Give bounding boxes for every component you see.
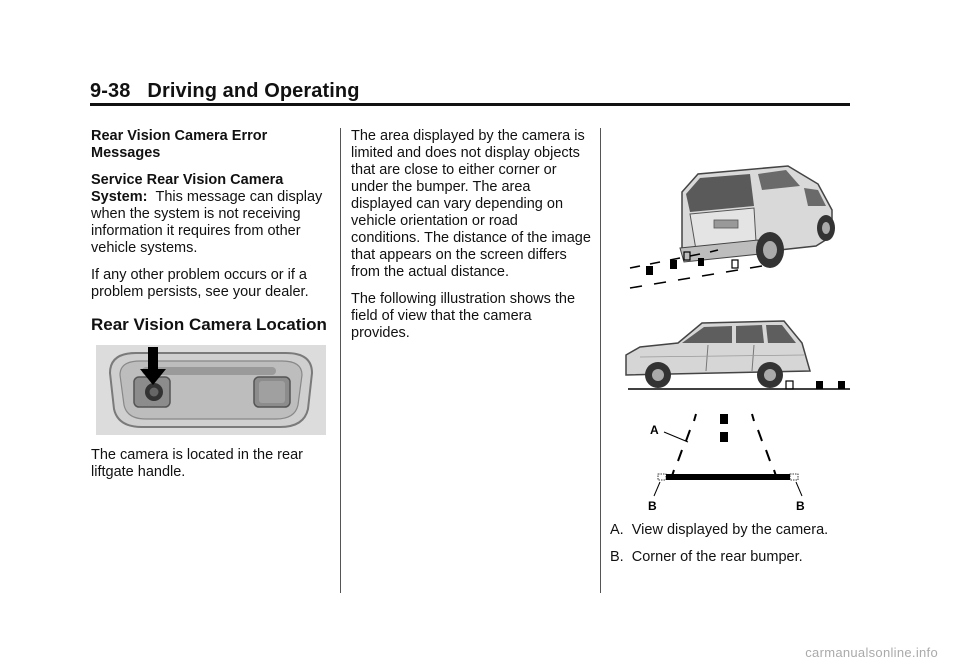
rear-view-vehicle-illustration xyxy=(620,150,850,295)
column-divider-1 xyxy=(340,128,341,593)
column-left xyxy=(91,128,331,491)
top-view-field-diagram xyxy=(640,408,810,516)
legend-text-a: View displayed by the camera. xyxy=(631,522,829,538)
legend-text-b: Corner of the rear bumper. xyxy=(631,549,803,565)
header-rule xyxy=(90,103,850,106)
liftgate-handle-illustration xyxy=(96,345,326,435)
chapter-title: Driving and Operating xyxy=(147,80,360,102)
problem-paragraph: If any other problem occurs or if a problem persists, see your dealer. xyxy=(91,267,309,300)
legend-item-a xyxy=(610,522,855,539)
side-view-vehicle-illustration xyxy=(620,315,852,395)
diagram-label-b-right: B xyxy=(796,499,805,513)
illustration-intro-paragraph: The following illustration shows the field of view that the camera provides. xyxy=(351,291,576,341)
page-number: 9-38 xyxy=(90,80,131,102)
camera-area-paragraph: The area displayed by the camera is limited and does not display objects that are close to either corner or under the bumper. The area displayed can vary depending on vehicle orientation or road conditions. The distance of the image that appears on the screen differs from the actual distance. xyxy=(351,128,591,280)
service-message-label: Service Rear Vision Camera System: xyxy=(91,172,284,205)
column-divider-2 xyxy=(600,128,601,593)
column-right-legend xyxy=(610,522,855,576)
diagram-label-a: A xyxy=(650,423,659,437)
footer-watermark: carmanualsonline.info xyxy=(805,645,938,660)
error-messages-heading: Rear Vision Camera Error Messages xyxy=(91,128,268,161)
service-message-paragraph xyxy=(91,172,331,257)
camera-location-heading: Rear Vision Camera Location xyxy=(91,315,327,334)
column-middle xyxy=(351,128,591,352)
service-message-text: This message can display when the system is not receiving information it requires from other vehicle systems. xyxy=(91,189,323,256)
diagram-label-b-left: B xyxy=(648,499,657,513)
legend-letter-b: B. xyxy=(610,549,624,565)
legend-item-b xyxy=(610,549,855,566)
legend-letter-a: A. xyxy=(610,522,624,538)
page-header xyxy=(90,80,360,103)
camera-location-text: The camera is located in the rear liftgate handle. xyxy=(91,447,303,480)
